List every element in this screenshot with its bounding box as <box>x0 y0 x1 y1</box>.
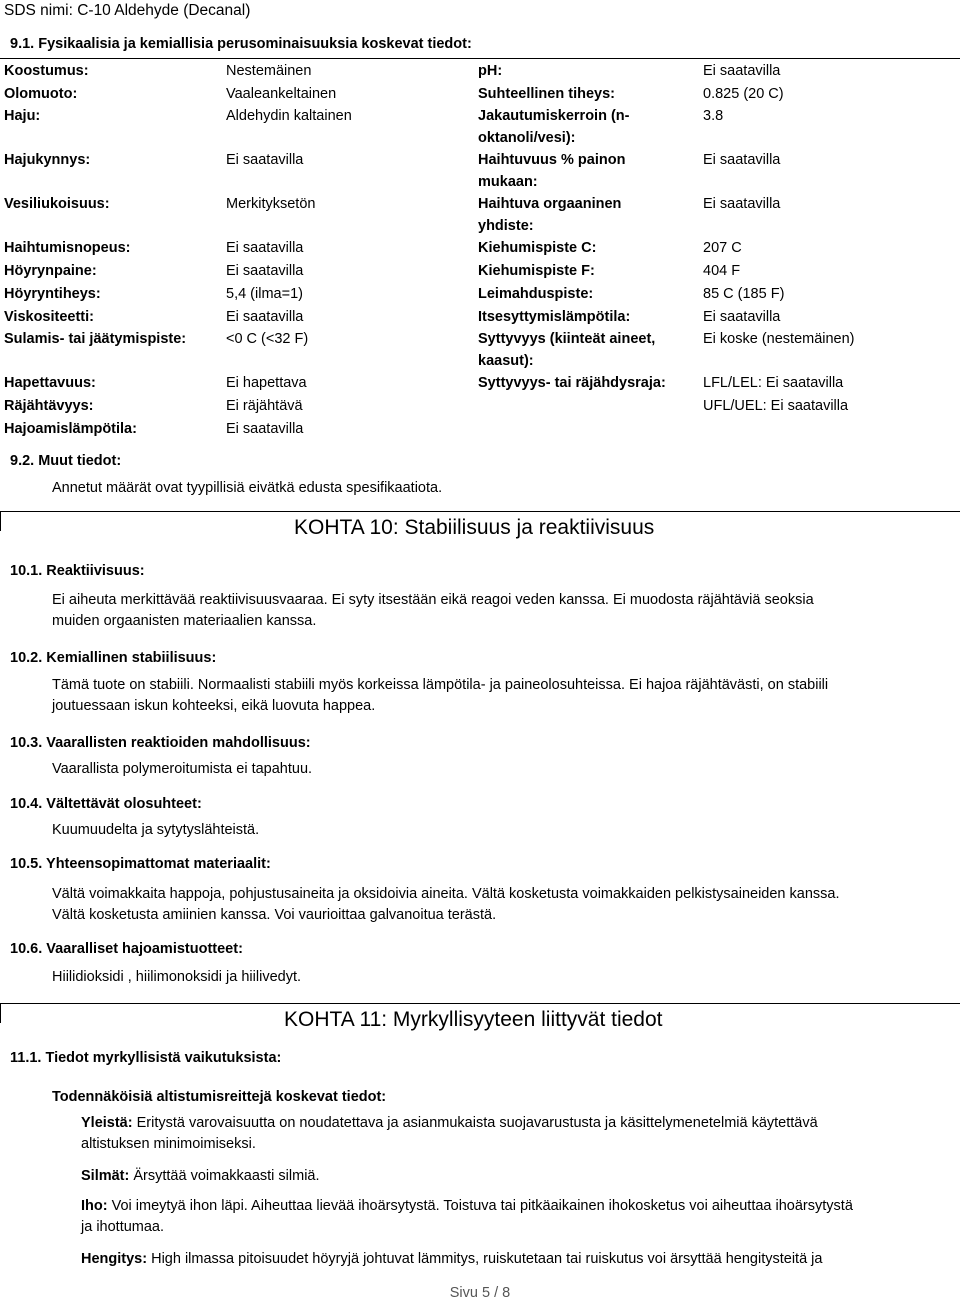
subsection-text: Kuumuudelta ja sytytyslähteistä. <box>52 822 260 838</box>
property-label: Räjähtävyys: <box>4 398 94 414</box>
property-label: Jakautumiskerroin (n- <box>478 108 630 124</box>
property-value: UFL/UEL: Ei saatavilla <box>703 398 849 414</box>
section-9-2-text: Annetut määrät ovat tyypillisiä eivätkä edusta spesifikaatiota. <box>52 480 443 496</box>
property-value: 404 F <box>703 263 741 279</box>
property-label: Syttyvyys- tai räjähdysraja: <box>478 375 666 391</box>
route-text: Eritystä varovaisuutta on noudatettava ja asianmukaista suojavarustusta ja käsittelymenetelmiä käytettävä <box>132 1115 818 1131</box>
property-value: Aldehydin kaltainen <box>226 108 352 124</box>
property-label: Haju: <box>4 108 41 124</box>
subsection-label: 10.6. Vaaralliset hajoamistuotteet: <box>10 941 243 957</box>
property-value: Merkityksetön <box>226 196 316 212</box>
property-value: Ei koske (nestemäinen) <box>703 331 855 347</box>
property-label: Höyrynpaine: <box>4 263 97 279</box>
exposure-routes-heading: Todennäköisiä altistumisreittejä koskevat tiedot: <box>52 1089 387 1105</box>
property-label: Itsesyttymislämpötila: <box>478 309 631 325</box>
property-label: Haihtuva orgaaninen <box>478 196 622 212</box>
route-line <box>81 1196 853 1217</box>
property-value: <0 C (<32 F) <box>226 331 309 347</box>
property-value: 3.8 <box>703 108 724 124</box>
property-value: 5,4 (ilma=1) <box>226 286 303 302</box>
property-value: 0.825 (20 C) <box>703 86 784 102</box>
property-value: Ei saatavilla <box>226 309 304 325</box>
subsection-text: Vältä kosketusta amiinien kanssa. Voi vaurioittaa galvanoitua terästä. <box>52 907 497 923</box>
property-label: kaasut): <box>478 353 534 369</box>
property-value: 85 C (185 F) <box>703 286 785 302</box>
route-term: Yleistä: <box>81 1115 133 1131</box>
subsection-text: muiden orgaanisten materiaalien kanssa. <box>52 613 317 629</box>
section-10-title: KOHTA 10: Stabiilisuus ja reaktiivisuus <box>294 516 655 539</box>
property-label: Koostumus: <box>4 63 89 79</box>
route-text: High ilmassa pitoisuudet höyryjä johtuvat lämmitys, ruiskutetaan tai ruiskutus voi ärsyttää hengitysteitä ja <box>147 1251 823 1267</box>
route-line <box>81 1166 320 1187</box>
property-label: Olomuoto: <box>4 86 78 102</box>
property-value: Ei saatavilla <box>703 63 781 79</box>
property-label: Viskositeetti: <box>4 309 94 325</box>
property-label: Hajukynnys: <box>4 152 91 168</box>
property-label: Haihtumisnopeus: <box>4 240 131 256</box>
route-text: Ärsyttää voimakkaasti silmiä. <box>129 1168 320 1184</box>
subsection-label: 10.1. Reaktiivisuus: <box>10 563 145 579</box>
section-11-1-label: 11.1. Tiedot myrkyllisistä vaikutuksista: <box>10 1050 282 1066</box>
property-label: Vesiliukoisuus: <box>4 196 110 212</box>
property-value: Ei saatavilla <box>226 240 304 256</box>
property-value: 207 C <box>703 240 742 256</box>
property-label: Kiehumispiste C: <box>478 240 597 256</box>
subsection-label: 10.3. Vaarallisten reaktioiden mahdollisuus: <box>10 735 311 751</box>
subsection-label: 10.2. Kemiallinen stabiilisuus: <box>10 650 217 666</box>
property-value: Ei saatavilla <box>226 152 304 168</box>
property-value: Ei saatavilla <box>703 309 781 325</box>
property-value: Ei saatavilla <box>226 263 304 279</box>
property-value: Ei saatavilla <box>226 421 304 437</box>
subsection-text: Vältä voimakkaita happoja, pohjustusaineita ja oksidoivia aineita. Vältä kosketusta voimakkaiden pelkistysaineiden kanssa. <box>52 886 840 902</box>
subsection-text: joutuessaan iskun kohteeksi, eikä luovuta happea. <box>52 698 376 714</box>
property-value: Ei saatavilla <box>703 152 781 168</box>
property-label: Sulamis- tai jäätymispiste: <box>4 331 187 347</box>
route-term: Iho: <box>81 1198 108 1214</box>
property-value: Nestemäinen <box>226 63 312 79</box>
document-title: SDS nimi: C-10 Aldehyde (Decanal) <box>4 2 251 19</box>
property-value: Ei räjähtävä <box>226 398 303 414</box>
property-label: pH: <box>478 63 503 79</box>
property-label: Hapettavuus: <box>4 375 96 391</box>
property-value: Ei saatavilla <box>703 196 781 212</box>
property-label: mukaan: <box>478 174 538 190</box>
property-value: Ei hapettava <box>226 375 307 391</box>
section-9-1-heading: 9.1. Fysikaalisia ja kemiallisia perusominaisuuksia koskevat tiedot: <box>10 36 472 52</box>
page-number: Sivu 5 / 8 <box>449 1285 511 1301</box>
subsection-label: 10.5. Yhteensopimattomat materiaalit: <box>10 856 271 872</box>
route-text-cont: altistuksen minimoimiseksi. <box>81 1136 256 1152</box>
property-label: Syttyvyys (kiinteät aineet, <box>478 331 656 347</box>
route-line <box>81 1113 818 1134</box>
subsection-text: Tämä tuote on stabiili. Normaalisti stabiili myös korkeissa lämpötila- ja paineolosuhteissa. Ei hajoa räjähtävästi, on stabiili <box>52 677 829 693</box>
property-label: Höyryntiheys: <box>4 286 101 302</box>
section-11-title: KOHTA 11: Myrkyllisyyteen liittyvät tiedot <box>284 1008 663 1031</box>
divider <box>0 58 960 59</box>
property-value: LFL/LEL: Ei saatavilla <box>703 375 844 391</box>
property-label: Leimahduspiste: <box>478 286 594 302</box>
property-label: yhdiste: <box>478 218 534 234</box>
property-label: Hajoamislämpötila: <box>4 421 137 437</box>
property-label: Haihtuvuus % painon <box>478 152 626 168</box>
subsection-text: Hiilidioksidi , hiilimonoksidi ja hiilivedyt. <box>52 969 302 985</box>
subsection-text: Ei aiheuta merkittävää reaktiivisuusvaaraa. Ei syty itsestään eikä reagoi veden kanssa. Ei muodosta räjähtäviä seoksia <box>52 592 814 608</box>
property-label: Kiehumispiste F: <box>478 263 595 279</box>
route-line <box>81 1249 822 1270</box>
route-text: Voi imeytyä ihon läpi. Aiheuttaa lievää ihoärsytystä. Toistuva tai pitkäaikainen ihokosketus voi aiheuttaa ihoärsytystä <box>107 1198 853 1214</box>
route-term: Hengitys: <box>81 1251 148 1267</box>
property-label: oktanoli/vesi): <box>478 130 576 146</box>
subsection-label: 10.4. Vältettävät olosuhteet: <box>10 796 202 812</box>
property-value: Vaaleankeltainen <box>226 86 337 102</box>
section-9-2-label: 9.2. Muut tiedot: <box>10 453 122 469</box>
route-text-cont: ja ihottumaa. <box>81 1219 165 1235</box>
route-term: Silmät: <box>81 1168 130 1184</box>
subsection-text: Vaarallista polymeroitumista ei tapahtuu. <box>52 761 313 777</box>
property-label: Suhteellinen tiheys: <box>478 86 615 102</box>
